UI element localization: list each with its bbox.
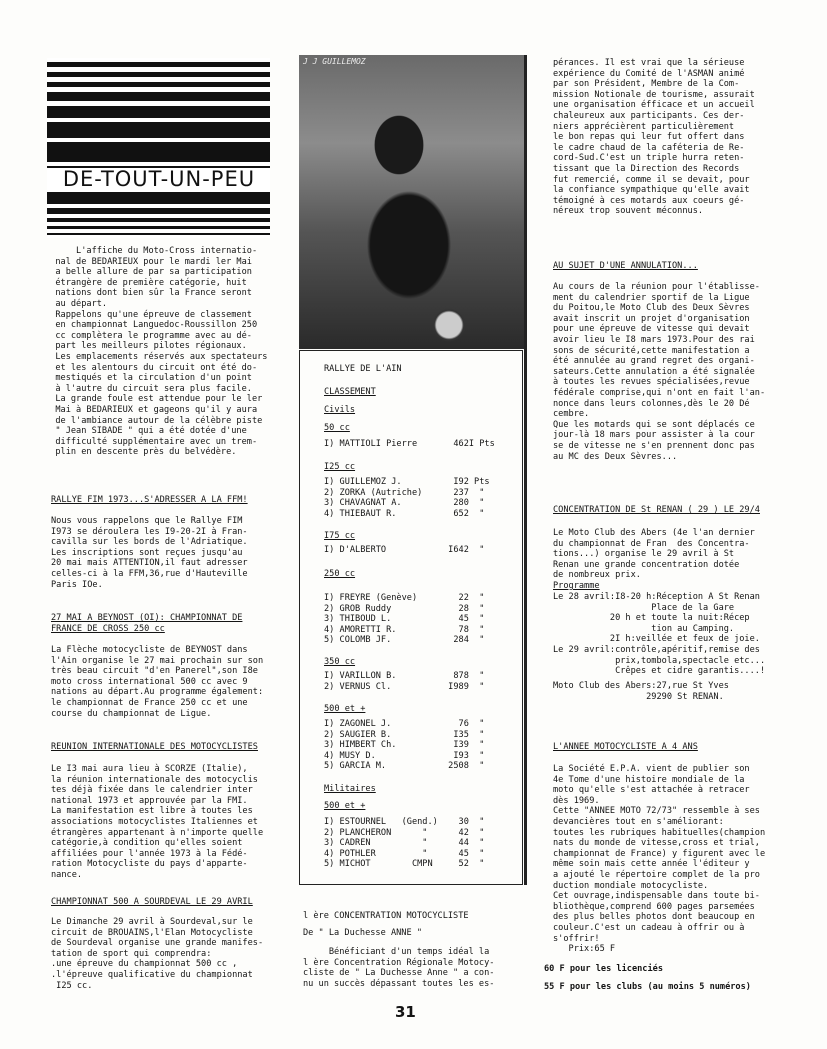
renan-address: Moto Club des Abers:27,rue St Yves 29290 St RENAN. (553, 681, 729, 702)
concentration-title: l ère CONCENTRATION MOTOCYCLISTE (303, 911, 469, 921)
beynost-body: La Flèche motocycliste de BEYNOST dans l'Ain organise le 27 mai prochain sur son très beau circuit "d'en Panerel",son I8e moto cross international 500 cc avec 9 nations au départ.Au programme également: le championnat de France 250 cc et une course du championnat de Ligue. (51, 645, 264, 719)
results-175: I) D'ALBERTO I642 " (324, 545, 485, 555)
cat-250: 250 cc (324, 569, 356, 579)
programme-label: Programme (553, 581, 600, 591)
logo-text: DE-TOUT-UN-PEU (62, 167, 256, 191)
results-125: I) GUILLEMOZ J. I92 Pts 2) ZORKA (Autriche) 237 " 3) CHAVAGNAT A. 280 " 4) THIEBAUT R. 652 " (324, 477, 490, 519)
programme-body: Le 28 avril:I8-20 h:Réception A St Renan Place de la Gare 20 h et toute la nuit:Récep tion au Camping. 2I h:veillée et feux de joie. Le 29 avril:contrôle,apéritif,remise des prix,tombola,spectacle etc... Crêpes et cidre garantis....! (553, 592, 766, 677)
annee-heading: L'ANNEE MOTOCYCLISTE A 4 ANS (553, 742, 698, 752)
concentration-subtitle: De " La Duchesse ANNE " (303, 928, 422, 938)
results-500: I) ZAGONEL J. 76 " 2) SAUGIER B. I35 " 3) HIMBERT Ch. I39 " 4) MUSY D. I93 " 5) GARCIA M. 2508 " (324, 719, 485, 772)
cat-50: 50 cc (324, 423, 350, 433)
fim-body: Nous vous rappelons que le Rallye FIM I973 se déroulera les I9-20-2I à Fran- cavilla sur les bords de l'Adriatique. Les inscriptions sont reçues jusqu'au 20 mai mais ATTENTION,il faut adresser celles-ci à la FFM,36,rue d'Hauteville Paris IOe. (51, 516, 248, 590)
annulation-heading: AU SUJET D'UNE ANNULATION... (553, 261, 698, 271)
cat-350: 350 cc (324, 657, 356, 667)
motorcyclist-photo (299, 55, 527, 349)
cat-175: I75 cc (324, 531, 356, 541)
reunion-body: Le I3 mai aura lieu à SCORZE (Italie), la réunion internationale des motocyclis tes déjà fixée dans le calendrier inter national 1973 et approuvée par la FMI. La manifestation est libre à toutes les associations motocyclistes Italiennes et étrangères appartenant à n'importe quelle catégorie,à condition qu'elles soient affiliées pour l'année 1973 à la Fédé- ration Motocycliste du pays d'apparte- nance. (51, 764, 264, 880)
cat-mil: 500 et + (324, 801, 366, 811)
cat-500: 500 et + (324, 704, 366, 714)
rallye-title: RALLYE DE L'AIN (324, 364, 402, 374)
results-mil: I) ESTOURNEL (Gend.) 30 " 2) PLANCHERON " 42 " 3) CADREN " 44 " 4) POTHLER " 45 " 5) MICHOT CMPN 52 " (324, 817, 485, 870)
militaires-label: Militaires (324, 784, 376, 794)
results-250: I) FREYRE (Genève) 22 " 2) GROB Ruddy 28 " 3) THIBOUD L. 45 " 4) AMORETTI R. 78 " 5) COLOMB JF. 284 " (324, 593, 485, 646)
box-divider (524, 55, 527, 885)
renan-heading: CONCENTRATION DE St RENAN ( 29 ) LE 29/4 (553, 505, 760, 515)
intro-paragraph: L'affiche du Moto-Cross internatio- nal de BEDARIEUX pour le mardi ler Mai a belle allure de par sa participation étrangère de première catégorie, huit nations dont bien sûr la France seront au départ. Rappelons qu'une épreuve de classement en championnat Languedoc-Roussillon 250 cc complètera le programme avec au dé- part les meilleurs pilotes régionaux. Les emplacements réservés aux spectateurs et les alentours du circuit ont été do- mestiqués et la circulation d'un point à l'autre du circuit sera plus facile. La grande foule est attendue pour le ler Mai à BEDARIEUX et gageons qu'il y aura de l'ambiance autour de la célèbre piste " Jean SIBADE " qui a été dotée d'une difficulté supplémentaire avec un trem- plin en descente près du belvédère. (55, 246, 268, 458)
fim-heading: RALLYE FIM 1973...S'ADRESSER A LA FFM! (51, 495, 248, 505)
annulation-body: Au cours de la réunion pour l'établisse- ment du calendrier sportif de la Ligue du Poitou,le Moto Club des Deux Sèvres avait inscrit un projet d'organisation pour une épreuve de vitesse qui devait avoir lieu le I8 mars 1973.Pour des rai sons de sécurité,cette manifestation a été annulée au grand regret des organi- sateurs.Cette annulation a été signalée à toutes les revues spécialisées,revue fédérale comprise,qui n'ont en fait l'an- nonce dans leurs colonnes,dès le 20 Dé cembre. Que les motards qui se sont déplacés ce jour-là 18 mars pour assister à la cour se de vitesse ne s'en prennent donc pas au MC des Deux Sèvres... (553, 282, 766, 462)
concentration-body: Bénéficiant d'un temps idéal la l ère Concentration Régionale Motocy- cliste de " La Duchesse Anne " a con- nu un succès dépassant toutes les es- (303, 947, 495, 989)
cat-125: I25 cc (324, 462, 356, 472)
results-350: I) VARILLON B. 878 " 2) VERNUS Cl. I989 " (324, 671, 485, 692)
classement-label: CLASSEMENT (324, 387, 376, 397)
annee-body: La Société E.P.A. vient de publier son 4e Tome d'une histoire mondiale de la moto qu'elle s'est attachée à retracer dès 1969. Cette "ANNEE MOTO 72/73" ressemble à ses devancières tout en s'améliorant: toutes les rubriques habituelles(champion nats du monde de vitesse,cross et trial, championnat de France) y figurent avec le même soin mais cette année l'éditeur y a ajouté le répertoire complet de la pro duction mondiale motocycliste. Cet ouvrage,indispensable dans toute bi- bliothèque,comprend 600 pages parsemées des plus belles photos dont beaucoup en couleur.C'est un cadeau à offrir ou à s'offrir! Prix:65 F (553, 764, 766, 955)
page-number: 31 (395, 1003, 416, 1021)
results-50: I) MATTIOLI Pierre 462I Pts (324, 439, 495, 449)
right-top-paragraph: pérances. Il est vrai que la sérieuse expérience du Comité de l'ASMAN animé par son Président, Membre de la Com- mission Notionale de tourisme, assurait une organisation éfficace et un accueil chaleureux aux participants. Ces der- niers apprécièrent particulièrement le bon repas qui leur fut offert dans le cadre chaud de la caféteria de Re- cord-Sud.C'est un triple hurra reten- tissant que la Direction des Records fut remercié, comme il se devait, pour la confiance sympathique qu'elle avait témoigné à ces motards aux coeurs gé- néreux trop souvent méconnus. (553, 58, 755, 217)
beynost-heading: 27 MAI A BEYNOST (OI): CHAMPIONNAT DE FRANCE DE CROSS 250 cc (51, 613, 243, 634)
price-licencies: 60 F pour les licenciés (544, 964, 663, 974)
photo-credit: J J GUILLEMOZ (303, 57, 366, 66)
civils-label: Civils (324, 405, 356, 415)
reunion-heading: REUNION INTERNATIONALE DES MOTOCYCLISTES (51, 742, 258, 752)
sourdeval-body: Le Dimanche 29 avril à Sourdeval,sur le circuit de BROUAINS,l'Elan Motocycliste de Sourdeval organise une grande manifes- tation de sport qui comprendra: .une épreuve du championnat 500 cc , .l'épreuve qualificative du championnat I25 cc. (51, 917, 264, 991)
renan-body: Le Moto Club des Abers (4e l'an dernier du championnat de Fran des Concentra- tions...) organise le 29 avril à St Renan une grande concentration dotée de nombreux prix. (553, 528, 755, 581)
price-clubs: 55 F pour les clubs (au moins 5 numéros) (544, 982, 751, 992)
sourdeval-heading: CHAMPIONNAT 500 A SOURDEVAL LE 29 AVRIL (51, 897, 253, 907)
de-tout-un-peu-logo (47, 58, 270, 238)
